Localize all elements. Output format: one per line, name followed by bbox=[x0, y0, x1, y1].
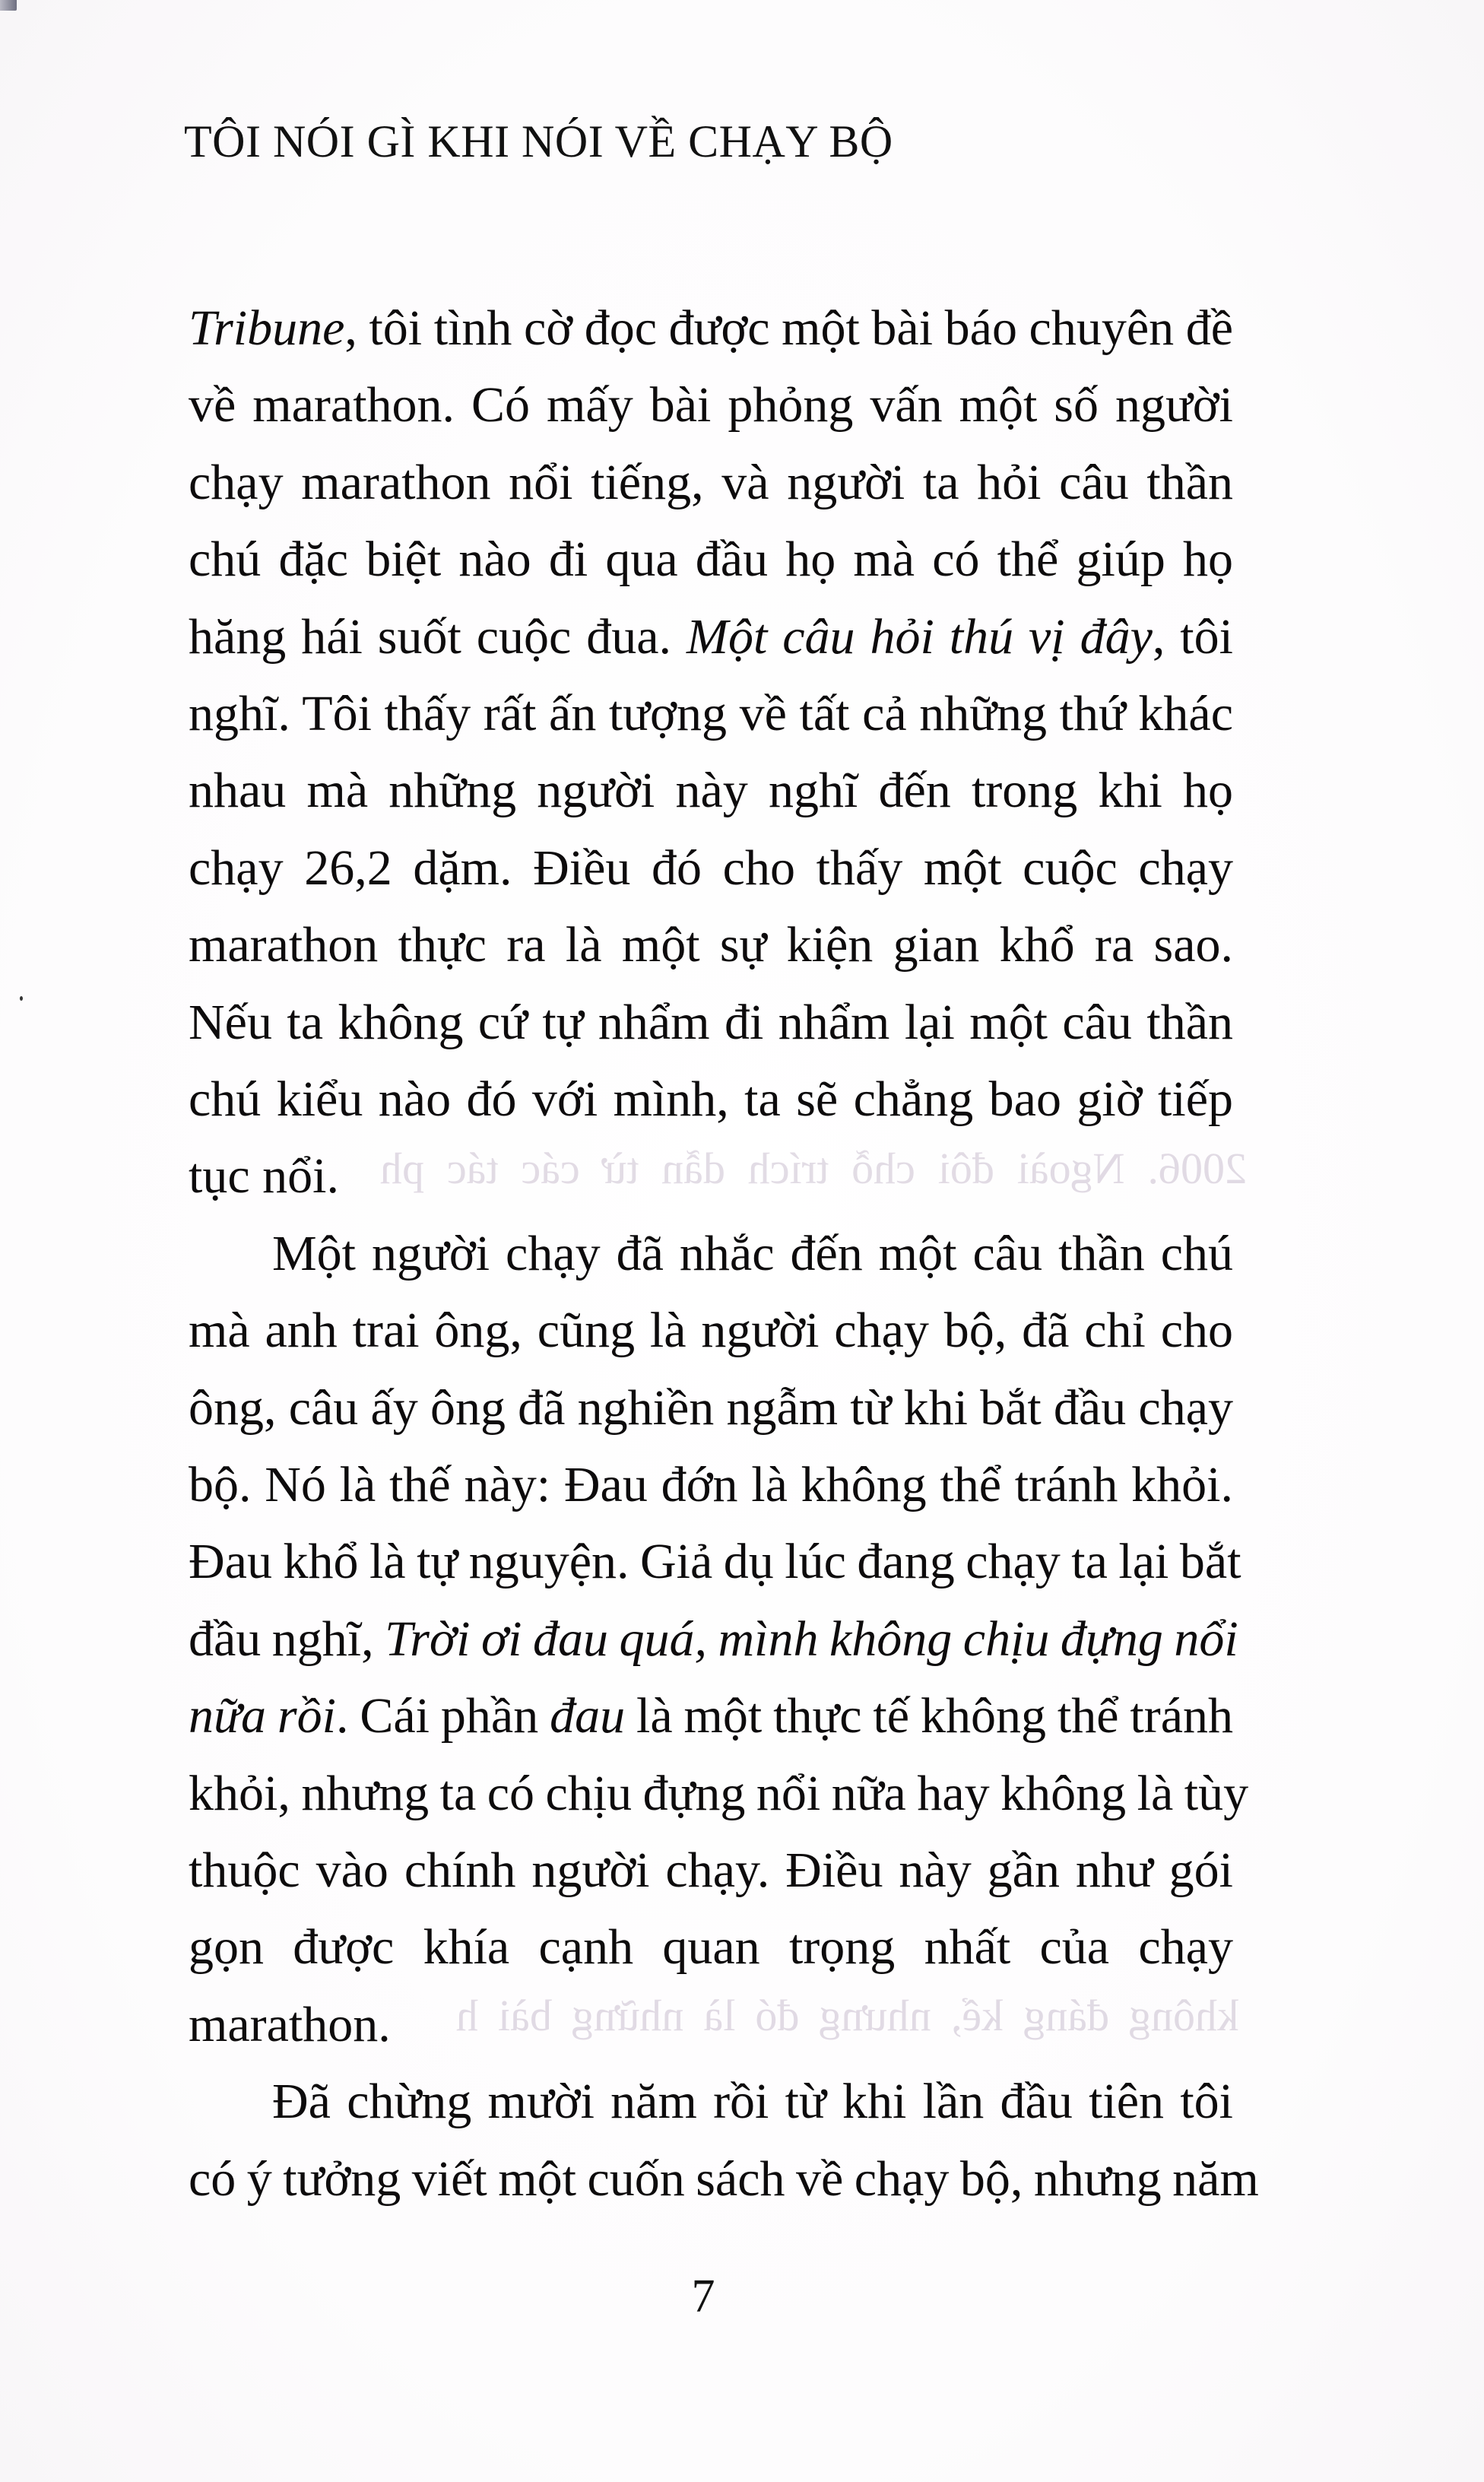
text-segment: về marathon. Có mấy bài phỏng vấn một số người bbox=[189, 377, 1233, 433]
italic-text: Tribune bbox=[189, 300, 345, 356]
text-segment: Một người chạy đã nhắc đến một câu thần chú bbox=[272, 1225, 1233, 1281]
text-line bbox=[189, 684, 1233, 744]
text-line bbox=[189, 1917, 1233, 1978]
text-segment: đầu nghĩ, bbox=[189, 1611, 385, 1667]
text-segment: . Cái phần bbox=[335, 1688, 550, 1744]
text-line bbox=[189, 1609, 1238, 1670]
text-line bbox=[189, 992, 1233, 1053]
text-line bbox=[189, 607, 1233, 668]
text-segment: nghĩ. Tôi thấy rất ấn tượng về tất cả những thứ khác bbox=[189, 686, 1233, 741]
text-line bbox=[189, 298, 1233, 359]
text-line bbox=[189, 1686, 1233, 1747]
text-segment: ông, câu ấy ông đã nghiền ngẫm từ khi bắt đầu chạy bbox=[189, 1379, 1233, 1436]
paragraph-first-line bbox=[272, 1224, 1233, 1284]
text-line bbox=[189, 838, 1233, 899]
scan-corner-mark bbox=[0, 0, 17, 11]
text-line bbox=[189, 375, 1233, 436]
italic-text: Một câu hỏi thú vị đây bbox=[687, 608, 1153, 665]
text-segment: thuộc vào chính người chạy. Điều này gần như gói bbox=[189, 1842, 1233, 1898]
text-line bbox=[189, 2149, 1259, 2210]
text-line bbox=[189, 760, 1233, 821]
text-line bbox=[189, 1995, 1233, 2055]
text-segment: chạy 26,2 dặm. Điều đó cho thấy một cuộc chạy bbox=[189, 840, 1233, 896]
text-segment: gọn được khía cạnh quan trọng nhất của chạy bbox=[189, 1919, 1233, 1976]
text-segment: Đau khổ là tự nguyện. Giả dụ lúc đang chạy ta lại bắt bbox=[189, 1534, 1241, 1590]
text-segment: là một thực tế không thể tránh bbox=[625, 1688, 1234, 1744]
bleed-through-text: không đáng kể, nhưng đó là những bài h bbox=[456, 1991, 1239, 2040]
text-line bbox=[189, 1455, 1233, 1516]
text-segment: Nếu ta không cứ tự nhẩm đi nhẩm lại một câu thần bbox=[189, 994, 1233, 1050]
text-line bbox=[189, 529, 1233, 590]
text-segment: mà anh trai ông, cũng là người chạy bộ, đã chỉ cho bbox=[189, 1303, 1233, 1359]
text-segment: , tôi bbox=[1152, 608, 1233, 665]
running-head: TÔI NÓI GÌ KHI NÓI VỀ CHẠY BỘ bbox=[184, 116, 893, 167]
text-line bbox=[189, 452, 1233, 513]
text-segment: khỏi, nhưng ta có chịu đựng nổi nữa hay không là tùy bbox=[189, 1765, 1249, 1821]
text-segment: chú đặc biệt nào đi qua đầu họ mà có thể giúp họ bbox=[189, 532, 1233, 588]
text-line bbox=[189, 1300, 1233, 1361]
italic-text: đau bbox=[550, 1688, 626, 1744]
italic-text: Trời ơi đau quá, mình không chịu đựng nổi bbox=[385, 1611, 1238, 1667]
text-segment: marathon. bbox=[189, 1996, 391, 2052]
text-segment: Đã chừng mười năm rồi từ khi lần đầu tiên tôi bbox=[272, 2074, 1233, 2130]
text-segment: , tôi tình cờ đọc được một bài báo chuyên đề bbox=[344, 300, 1233, 356]
text-segment: chạy marathon nổi tiếng, và người ta hỏi câu thần bbox=[189, 454, 1233, 510]
text-segment: chú kiểu nào đó với mình, ta sẽ chẳng bao giờ tiếp bbox=[189, 1071, 1233, 1127]
text-line bbox=[189, 1763, 1249, 1824]
text-line bbox=[189, 1146, 1233, 1207]
text-segment: bộ. Nó là thế này: Đau đớn là không thể tránh khỏi. bbox=[189, 1457, 1233, 1512]
text-segment: có ý tưởng viết một cuốn sách về chạy bộ, nhưng năm bbox=[189, 2150, 1259, 2207]
text-segment: tục nổi. bbox=[189, 1148, 339, 1204]
text-line bbox=[189, 1531, 1241, 1592]
text-line bbox=[189, 1840, 1233, 1901]
paragraph-first-line bbox=[272, 2071, 1233, 2132]
text-segment: hăng hái suốt cuộc đua. bbox=[189, 608, 687, 665]
text-line bbox=[189, 915, 1233, 976]
italic-text: nữa rồi bbox=[189, 1688, 336, 1744]
dust-speck bbox=[20, 996, 23, 1001]
text-line bbox=[189, 1378, 1233, 1439]
text-segment: marathon thực ra là một sự kiện gian khổ ra sao. bbox=[189, 917, 1233, 973]
bleed-through-text: 2006. Ngoài đôi chỗ trích dẫn từ các tác ph bbox=[380, 1144, 1247, 1193]
text-segment: nhau mà những người này nghĩ đến trong khi họ bbox=[189, 763, 1233, 819]
page-number: 7 bbox=[691, 2271, 715, 2322]
text-line bbox=[189, 1069, 1233, 1130]
